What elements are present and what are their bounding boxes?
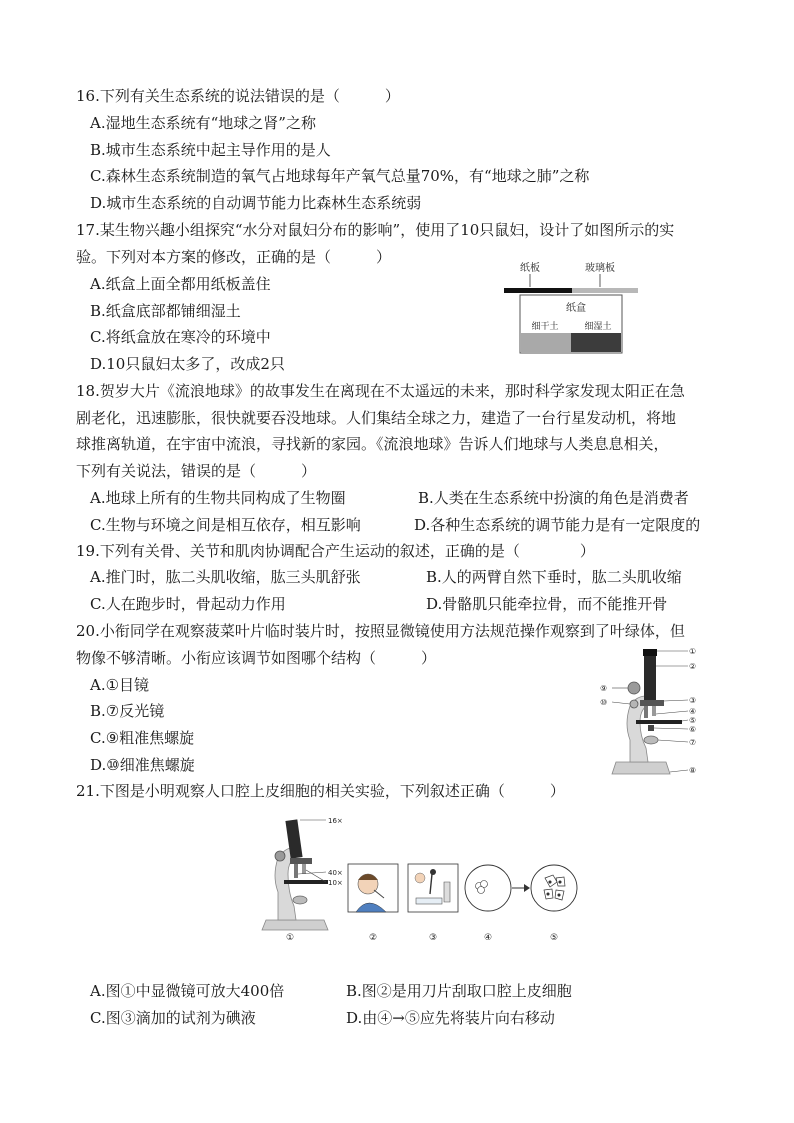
q17-option-d: D.10只鼠妇太多了，改成2只 <box>90 355 285 373</box>
wet-soil-fill <box>571 333 621 352</box>
q16-option-d: D.城市生态系统的自动调节能力比森林生态系统弱 <box>90 194 422 212</box>
objective-40-label: 40× <box>328 869 343 877</box>
marker-9: ⑨ <box>600 684 608 693</box>
marker-5: ⑤ <box>689 716 697 725</box>
q18-option-b: B.人类在生态系统中扮演的角色是消费者 <box>418 489 689 507</box>
q19-option-c: C.人在跑步时，骨起动力作用 <box>90 595 286 613</box>
board-label: 纸板 <box>520 263 540 274</box>
marker-1: ① <box>689 647 697 656</box>
glass-label: 玻璃板 <box>585 263 615 274</box>
marker-3: ③ <box>689 696 697 705</box>
q21-stem: 21.下图是小明观察人口腔上皮细胞的相关实验，下列叙述正确（ ） <box>76 782 565 800</box>
q20-stem-line2: 物像不够清晰。小衔应该调节如图哪个结构（ ） <box>76 649 437 667</box>
q21-option-a: A.图①中显微镜可放大400倍 <box>90 982 285 1000</box>
q18-stem-line3: 球推离轨道，在宇宙中流浪，寻找新的家园。《流浪地球》告诉人们地球与人类息息相关， <box>76 435 669 453</box>
marker-6: ⑥ <box>689 725 697 734</box>
q18-option-c: C.生物与环境之间是相互依存，相互影响 <box>90 516 361 534</box>
objective-10-label: 10× <box>328 879 343 887</box>
q19-option-a: A.推门时，肱二头肌收缩，肱三头肌舒张 <box>90 568 361 586</box>
caption-5: ⑤ <box>549 933 559 943</box>
marker-8: ⑧ <box>689 766 697 775</box>
q17-stem-line2: 验。下列对本方案的修改，正确的是（ ） <box>76 248 392 266</box>
caption-1: ① <box>285 933 295 943</box>
figure-5-view-circle <box>531 865 577 911</box>
q16-option-b: B.城市生态系统中起主导作用的是人 <box>90 141 331 159</box>
q20-option-c: C.⑨粗准焦螺旋 <box>90 729 195 747</box>
q18-stem-line2: 剧老化，迅速膨胀，很快就要吞没地球。人们集结全球之力，建造了一台行星发动机，将地 <box>76 409 677 427</box>
caption-3: ③ <box>428 933 438 943</box>
q17-stem-line1: 17.某生物兴趣小组探究“水分对鼠妇分布的影响”，使用了10只鼠妇，设计了如图所示的实 <box>76 221 675 239</box>
glass-cover <box>572 288 638 293</box>
arrow-4-to-5 <box>512 884 530 892</box>
q17-option-b: B.纸盒底部都铺细湿土 <box>90 302 241 320</box>
q19-stem: 19.下列有关骨、关节和肌肉协调配合产生运动的叙述，正确的是（ ） <box>76 542 595 560</box>
box-label: 纸盒 <box>566 303 586 314</box>
figure-4-view-circle <box>465 865 511 911</box>
q18-option-a: A.地球上所有的生物共同构成了生物圈 <box>90 489 346 507</box>
q16-stem: 16.下列有关生态系统的说法错误的是（ ） <box>76 87 400 105</box>
q21-option-b: B.图②是用刀片刮取口腔上皮细胞 <box>346 982 572 1000</box>
q18-option-d: D.各种生态系统的调节能力是有一定限度的 <box>414 516 701 534</box>
q18-stem-line1: 18.贺岁大片《流浪地球》的故事发生在离现在不太遥远的未来，那时科学家发现太阳正在急 <box>76 382 685 400</box>
q21-option-d: D.由④→⑤应先将装片向右移动 <box>346 1009 555 1027</box>
marker-2: ② <box>689 662 697 671</box>
marker-4: ④ <box>689 707 697 716</box>
q18-stem-line4: 下列有关说法，错误的是（ ） <box>76 462 317 480</box>
q20-option-a: A.①目镜 <box>90 676 150 694</box>
q17-option-a: A.纸盒上面全都用纸板盖住 <box>90 275 271 293</box>
cheek-cell-experiment-figure <box>260 812 590 944</box>
q20-option-b: B.⑦反光镜 <box>90 702 165 720</box>
eyepiece-label: 16× <box>328 817 343 825</box>
wet-soil-label: 细湿土 <box>584 322 612 332</box>
caption-4: ④ <box>483 933 493 943</box>
woodlouse-box-figure <box>500 257 645 357</box>
q20-option-d: D.⑩细准焦螺旋 <box>90 756 195 774</box>
dry-soil-fill <box>521 333 571 352</box>
microscope-diagram <box>596 644 706 780</box>
cardboard-cover <box>504 288 572 293</box>
q19-option-b: B.人的两臂自然下垂时，肱二头肌收缩 <box>426 568 682 586</box>
figure-1-microscope <box>262 817 343 930</box>
q16-option-a: A.湿地生态系统有“地球之肾”之称 <box>90 114 316 132</box>
caption-2: ② <box>368 933 378 943</box>
q21-option-c: C.图③滴加的试剂为碘液 <box>90 1009 256 1027</box>
marker-10: ⑩ <box>600 698 608 707</box>
q20-stem-line1: 20.小衔同学在观察菠菜叶片临时装片时，按照显微镜使用方法规范操作观察到了叶绿体，但 <box>76 622 685 640</box>
q17-option-c: C.将纸盒放在寒冷的环境中 <box>90 328 271 346</box>
marker-7: ⑦ <box>689 738 697 747</box>
q16-option-c: C.森林生态系统制造的氧气占地球每年产氧气总量70%，有“地球之肺”之称 <box>90 167 590 185</box>
dry-soil-label: 细干土 <box>531 322 559 332</box>
q19-option-d: D.骨骼肌只能牵拉骨，而不能推开骨 <box>426 595 668 613</box>
